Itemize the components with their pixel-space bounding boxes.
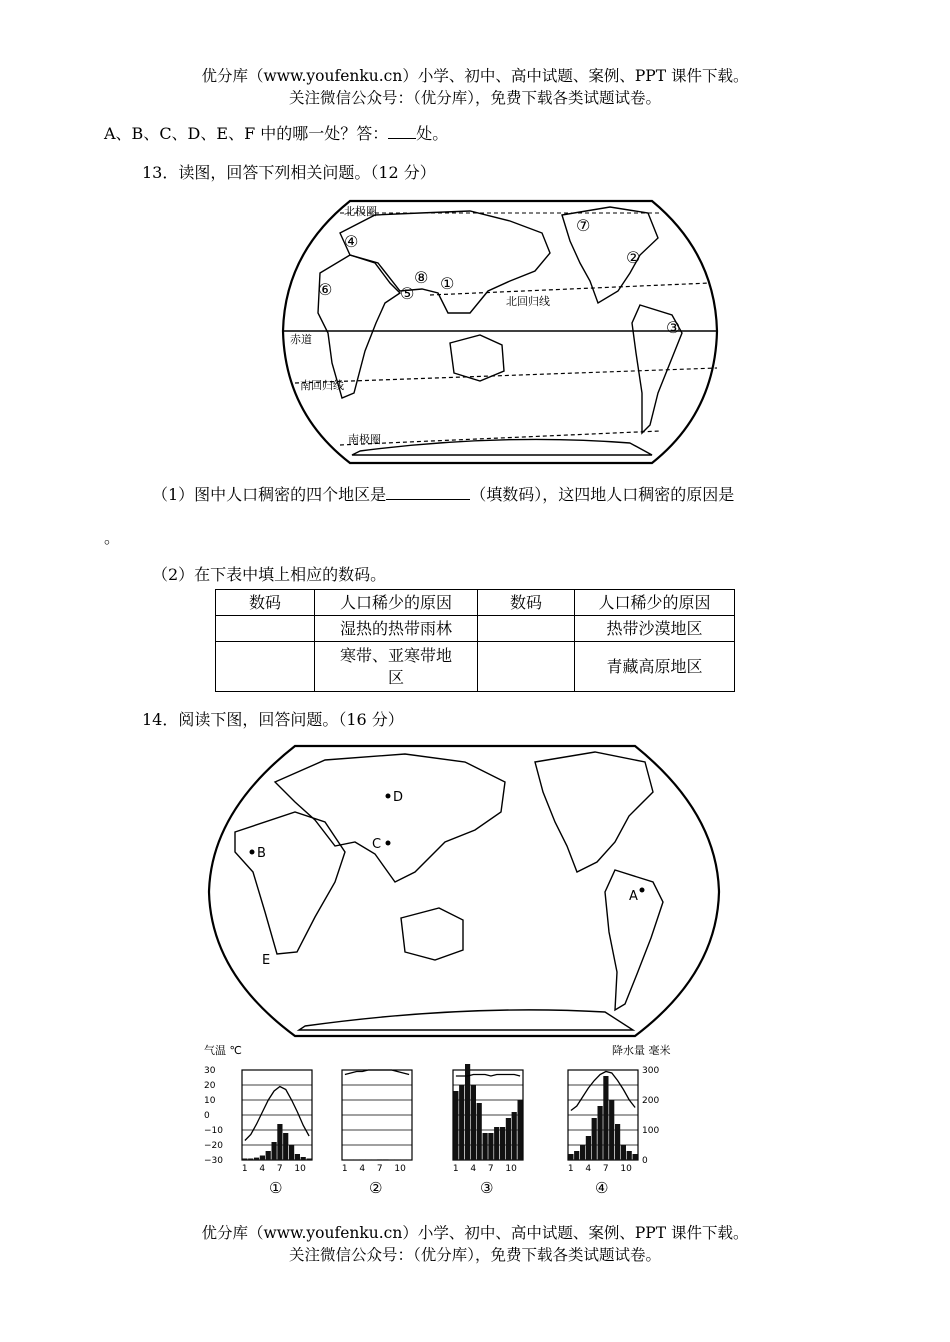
point-e-label: E: [262, 953, 271, 968]
prev-question-suffix: 处。: [416, 124, 449, 143]
temp-line: [345, 1070, 409, 1075]
table-cell-reason: 湿热的热带雨林: [315, 616, 478, 642]
precip-bar: [615, 1124, 620, 1160]
precip-bar: [260, 1156, 265, 1161]
precip-bar: [266, 1151, 271, 1160]
precip-bar: [580, 1145, 585, 1160]
month-tick: 7: [602, 1164, 609, 1174]
temp-tick: −10: [204, 1126, 223, 1136]
chart-title: ③: [480, 1179, 494, 1197]
prev-question-tail: [104, 123, 448, 145]
precip-tick: 0: [642, 1156, 648, 1166]
month-tick: 4: [585, 1164, 592, 1174]
temp-tick: 0: [204, 1111, 210, 1121]
point-c-dot: [386, 841, 391, 846]
precip-bar: [506, 1118, 511, 1160]
q13-title: 13．读图，回答下列相关问题。（12 分）: [142, 163, 436, 182]
precip-bar: [621, 1145, 626, 1160]
q13-sub1-blank[interactable]: [386, 485, 470, 500]
temp-tick: 30: [204, 1066, 216, 1076]
q14-title: 14．阅读下图，回答问题。（16 分）: [142, 710, 404, 729]
q13-sub2: （2）在下表中填上相应的数码。: [152, 565, 387, 584]
precip-bar: [295, 1154, 300, 1160]
month-tick: 7: [276, 1164, 283, 1174]
precip-bar: [383, 1159, 388, 1160]
month-tick: 1: [567, 1164, 574, 1174]
antarctic-label: 南极圈: [348, 433, 381, 446]
point-b-dot: [250, 850, 255, 855]
month-tick: 10: [394, 1164, 406, 1174]
month-tick: 7: [376, 1164, 383, 1174]
precip-bar: [592, 1118, 597, 1160]
answer-blank[interactable]: [388, 124, 416, 139]
precip-bar: [289, 1145, 294, 1160]
precip-bar: [574, 1151, 579, 1160]
temp-tick: −20: [204, 1141, 223, 1151]
precip-bar: [518, 1100, 523, 1160]
month-tick: 1: [241, 1164, 248, 1174]
table-cell-code[interactable]: [216, 642, 315, 692]
chart-title: ④: [595, 1179, 609, 1197]
table-cell-reason: 热带沙漠地区: [575, 616, 735, 642]
month-tick: 4: [470, 1164, 477, 1174]
precip-bar: [483, 1133, 488, 1160]
page-header-line2: 关注微信公众号：（优分库），免费下载各类试题试卷。: [288, 89, 661, 107]
month-tick: 7: [487, 1164, 494, 1174]
month-tick: 10: [505, 1164, 517, 1174]
page-footer-line1: 优分库（www.youfenku.cn）小学、初中、高中试题、案例、PPT 课件下载。: [201, 1224, 749, 1242]
precip-bar: [459, 1085, 464, 1160]
table-cell-code[interactable]: [216, 616, 315, 642]
marker-5: ⑤: [400, 284, 415, 303]
tropic-south-label: 南回归线: [300, 379, 344, 392]
precip-bar: [301, 1157, 306, 1160]
precip-tick: 200: [642, 1096, 660, 1106]
precip-bar: [494, 1127, 499, 1160]
precip-bar: [568, 1154, 573, 1160]
table-cell-code[interactable]: [478, 616, 575, 642]
precip-bar: [500, 1127, 505, 1160]
marker-6: ⑥: [318, 280, 333, 299]
month-tick: 4: [359, 1164, 366, 1174]
temp-tick: −30: [204, 1156, 223, 1166]
marker-4: ④: [344, 232, 359, 251]
precip-bar: [471, 1085, 476, 1160]
q13-sub1: [152, 484, 734, 506]
page-header-line1: 优分库（www.youfenku.cn）小学、初中、高中试题、案例、PPT 课件下载。: [201, 67, 749, 85]
chart-title: ①: [269, 1179, 283, 1197]
month-tick: 10: [294, 1164, 306, 1174]
precip-bar: [586, 1136, 591, 1160]
precip-bar: [254, 1158, 259, 1160]
precip-bar: [488, 1133, 493, 1160]
temp-tick: 20: [204, 1081, 216, 1091]
row2-reason-line1: 寒带、亚寒带地: [339, 645, 452, 665]
table-cell-code[interactable]: [478, 642, 575, 692]
q13-sub1-text-a: （1）图中人口稠密的四个地区是: [152, 485, 387, 504]
precip-axis-label: 降水量 毫米: [612, 1044, 671, 1057]
table-cell-reason: 青藏高原地区: [575, 642, 735, 692]
climate-charts: [200, 1040, 700, 1205]
precip-bar: [248, 1159, 253, 1161]
q14-world-map: [205, 742, 725, 1038]
row2-reason-line2: 区: [387, 667, 404, 687]
temp-line: [245, 1087, 309, 1141]
precip-bar: [477, 1103, 482, 1160]
temp-axis-label: 气温 ℃: [204, 1044, 242, 1057]
precip-bar: [283, 1133, 288, 1160]
precip-bar: [377, 1159, 382, 1160]
precip-bar: [277, 1124, 282, 1160]
precip-bar: [603, 1076, 608, 1160]
point-a-dot: [640, 888, 645, 893]
month-tick: 1: [341, 1164, 348, 1174]
point-b-label: B: [257, 846, 266, 861]
precip-bar: [307, 1159, 312, 1161]
prev-question-text: A、B、C、D、E、F 中的哪一处？答：: [104, 124, 389, 143]
precip-bar: [609, 1100, 614, 1160]
point-c-label: C: [372, 837, 382, 852]
table-header-code-1: 数码: [216, 590, 315, 616]
point-a-label: A: [629, 889, 638, 904]
point-d-label: D: [393, 790, 404, 805]
precip-bar: [512, 1112, 517, 1160]
month-tick: 4: [259, 1164, 266, 1174]
precip-bar: [465, 1064, 470, 1160]
marker-1: ①: [440, 274, 455, 293]
point-d-dot: [386, 794, 391, 799]
page-footer-line2: 关注微信公众号：（优分库），免费下载各类试题试卷。: [288, 1246, 661, 1264]
q13-sub1-end: 。: [104, 528, 121, 547]
precip-bar: [627, 1151, 632, 1160]
precip-tick: 100: [642, 1126, 660, 1136]
precip-bar: [272, 1142, 277, 1160]
table-header-code-2: 数码: [478, 590, 575, 616]
temp-line: [571, 1072, 635, 1111]
arctic-label: 北极圈: [344, 205, 377, 218]
precip-bar: [633, 1154, 638, 1160]
q13-world-map: [280, 193, 720, 468]
precip-bar: [242, 1159, 247, 1161]
precip-bar: [453, 1091, 458, 1160]
month-tick: 10: [620, 1164, 632, 1174]
q13-table: [215, 589, 735, 692]
month-tick: 1: [452, 1164, 459, 1174]
marker-8: ⑧: [414, 268, 429, 287]
table-header-reason-2: 人口稀少的原因: [575, 590, 735, 616]
precip-bar: [598, 1106, 603, 1160]
marker-2: ②: [626, 248, 641, 267]
q13-sub1-text-b: （填数码），这四地人口稠密的原因是: [470, 485, 735, 504]
temp-tick: 10: [204, 1096, 216, 1106]
precip-tick: 300: [642, 1066, 660, 1076]
tropic-north-label: 北回归线: [506, 295, 550, 308]
marker-3: ③: [666, 318, 681, 337]
table-header-reason-1: 人口稀少的原因: [315, 590, 478, 616]
marker-7: ⑦: [576, 216, 591, 235]
table-cell-reason: [315, 642, 478, 692]
chart-title: ②: [369, 1179, 383, 1197]
equator-label: 赤道: [290, 333, 312, 346]
